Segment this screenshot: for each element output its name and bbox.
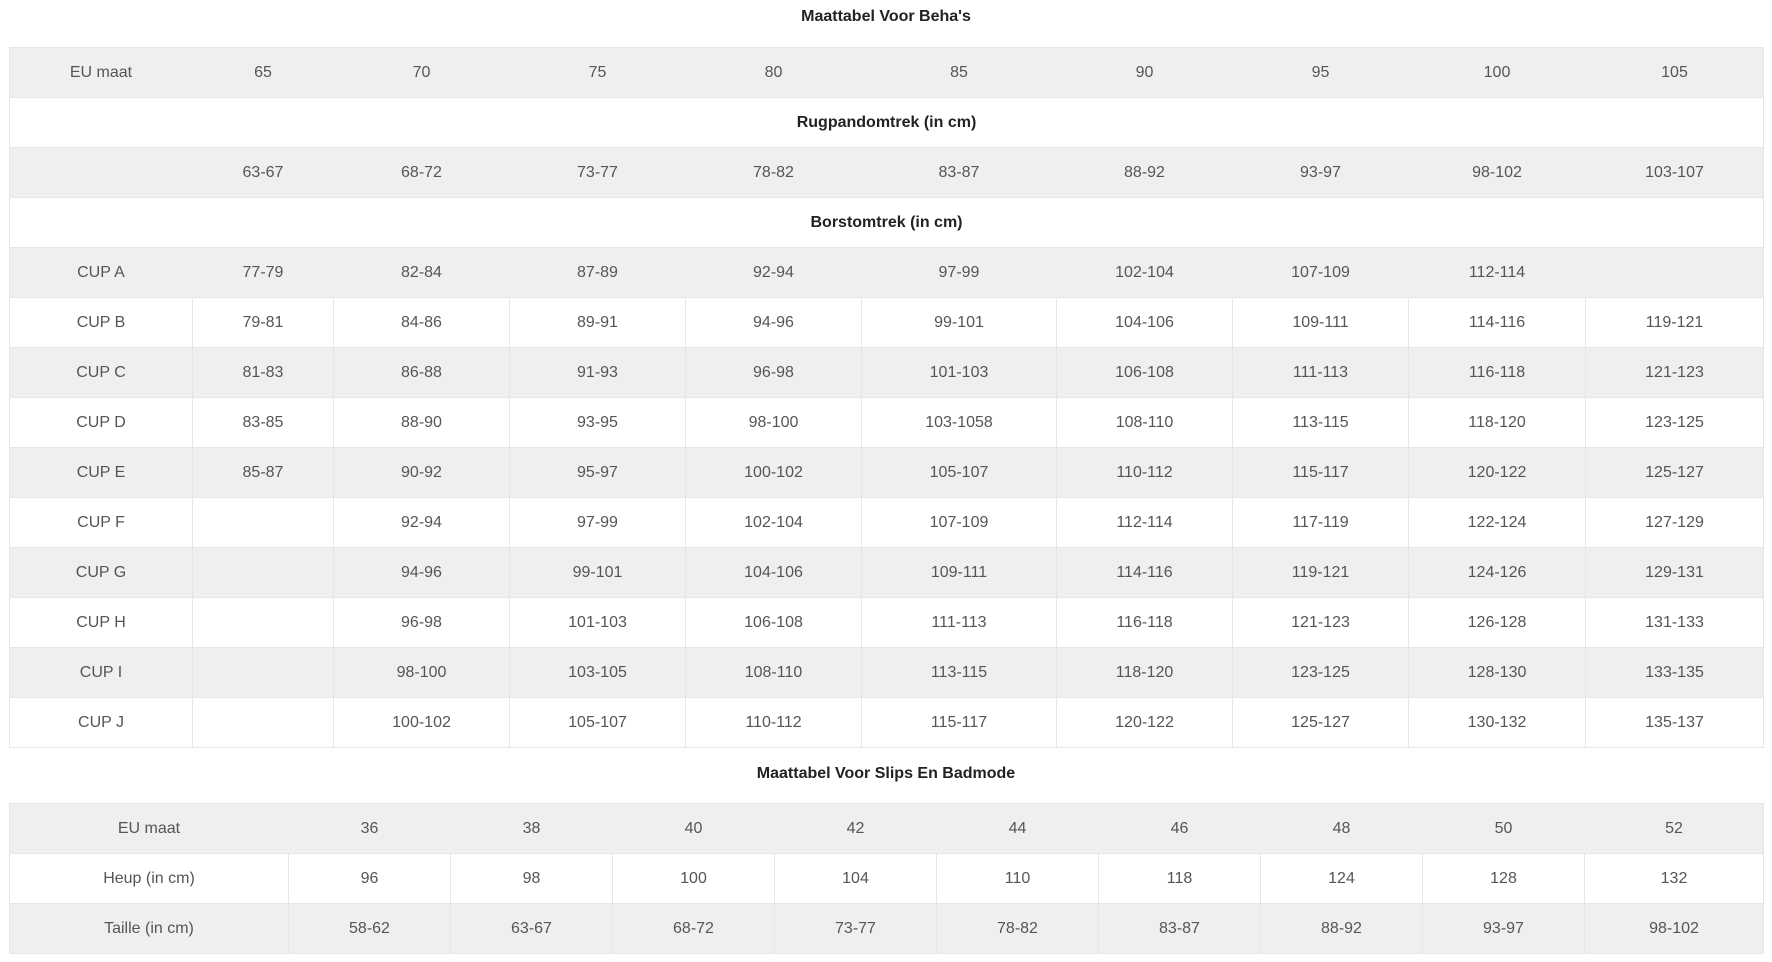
underband-cell: 103-107 xyxy=(1586,148,1764,198)
cup-value-cell: 126-128 xyxy=(1409,598,1586,648)
cup-value-cell: 100-102 xyxy=(334,698,510,748)
cup-value-cell: 113-115 xyxy=(1233,398,1409,448)
cup-label: CUP C xyxy=(10,348,193,398)
slip-eu-size-row xyxy=(10,804,1764,854)
hip-cell: 98 xyxy=(451,854,613,904)
cup-value-cell: 118-120 xyxy=(1057,648,1233,698)
cup-value-cell: 104-106 xyxy=(1057,298,1233,348)
eu-size-label: EU maat xyxy=(10,48,193,98)
waist-cell: 78-82 xyxy=(937,904,1099,954)
cup-value-cell: 101-103 xyxy=(510,598,686,648)
bust-heading-row xyxy=(10,198,1764,248)
cup-value-cell: 123-125 xyxy=(1233,648,1409,698)
cup-value-cell: 87-89 xyxy=(510,248,686,298)
cup-row xyxy=(10,498,1764,548)
cup-value-cell: 98-100 xyxy=(334,648,510,698)
cup-value-cell: 99-101 xyxy=(510,548,686,598)
cup-value-cell: 102-104 xyxy=(1057,248,1233,298)
cup-value-cell: 93-95 xyxy=(510,398,686,448)
cup-value-cell: 107-109 xyxy=(1233,248,1409,298)
cup-value-cell: 125-127 xyxy=(1586,448,1764,498)
bra-size-chart-title: Maattabel Voor Beha's xyxy=(801,8,971,25)
cup-value-cell xyxy=(193,698,334,748)
hip-cell: 124 xyxy=(1261,854,1423,904)
cup-value-cell: 104-106 xyxy=(686,548,862,598)
cup-value-cell: 103-1058 xyxy=(862,398,1057,448)
hip-cell: 100 xyxy=(613,854,775,904)
cup-value-cell: 101-103 xyxy=(862,348,1057,398)
hip-cell: 118 xyxy=(1099,854,1261,904)
bust-heading: Borstomtrek (in cm) xyxy=(10,198,1764,248)
cup-row xyxy=(10,448,1764,498)
slip-eu-size-cell: 44 xyxy=(937,804,1099,854)
cup-row xyxy=(10,548,1764,598)
cup-value-cell: 115-117 xyxy=(862,698,1057,748)
cup-value-cell: 86-88 xyxy=(334,348,510,398)
cup-value-cell: 91-93 xyxy=(510,348,686,398)
waist-cell: 58-62 xyxy=(289,904,451,954)
cup-row xyxy=(10,598,1764,648)
cup-value-cell: 100-102 xyxy=(686,448,862,498)
cup-label: CUP D xyxy=(10,398,193,448)
cup-value-cell: 88-90 xyxy=(334,398,510,448)
cup-value-cell: 92-94 xyxy=(686,248,862,298)
cup-value-cell: 113-115 xyxy=(862,648,1057,698)
cup-value-cell: 133-135 xyxy=(1586,648,1764,698)
cup-value-cell: 114-116 xyxy=(1057,548,1233,598)
slip-eu-size-cell: 36 xyxy=(289,804,451,854)
cup-value-cell: 130-132 xyxy=(1409,698,1586,748)
cup-value-cell: 97-99 xyxy=(862,248,1057,298)
cup-value-cell: 125-127 xyxy=(1233,698,1409,748)
cup-value-cell: 98-100 xyxy=(686,398,862,448)
slip-size-chart-title: Maattabel Voor Slips En Badmode xyxy=(756,765,1016,782)
eu-size-cell: 95 xyxy=(1233,48,1409,98)
cup-value-cell: 96-98 xyxy=(334,598,510,648)
cup-value-cell xyxy=(193,648,334,698)
cup-value-cell: 106-108 xyxy=(1057,348,1233,398)
cup-value-cell: 120-122 xyxy=(1409,448,1586,498)
cup-value-cell: 110-112 xyxy=(1057,448,1233,498)
cup-label: CUP A xyxy=(10,248,193,298)
cup-label: CUP I xyxy=(10,648,193,698)
cup-value-cell xyxy=(193,598,334,648)
bra-size-table xyxy=(9,47,1764,748)
eu-size-cell: 85 xyxy=(862,48,1057,98)
cup-value-cell: 121-123 xyxy=(1586,348,1764,398)
cup-value-cell: 116-118 xyxy=(1057,598,1233,648)
underband-cell: 88-92 xyxy=(1057,148,1233,198)
cup-value-cell: 127-129 xyxy=(1586,498,1764,548)
waist-cell: 93-97 xyxy=(1423,904,1585,954)
underband-heading-row xyxy=(10,98,1764,148)
underband-row xyxy=(10,148,1764,198)
eu-size-cell: 65 xyxy=(193,48,334,98)
underband-cell: 83-87 xyxy=(862,148,1057,198)
eu-size-cell: 105 xyxy=(1586,48,1764,98)
cup-value-cell: 131-133 xyxy=(1586,598,1764,648)
waist-row xyxy=(10,904,1764,954)
cup-row xyxy=(10,648,1764,698)
eu-size-row xyxy=(10,48,1764,98)
cup-value-cell xyxy=(193,548,334,598)
underband-cell: 68-72 xyxy=(334,148,510,198)
cup-value-cell: 119-121 xyxy=(1586,298,1764,348)
cup-value-cell: 122-124 xyxy=(1409,498,1586,548)
waist-cell: 63-67 xyxy=(451,904,613,954)
waist-cell: 98-102 xyxy=(1585,904,1764,954)
cup-label: CUP J xyxy=(10,698,193,748)
cup-value-cell: 105-107 xyxy=(510,698,686,748)
cup-value-cell: 108-110 xyxy=(1057,398,1233,448)
cup-value-cell: 97-99 xyxy=(510,498,686,548)
underband-cell: 98-102 xyxy=(1409,148,1586,198)
slip-eu-size-cell: 38 xyxy=(451,804,613,854)
cup-value-cell: 77-79 xyxy=(193,248,334,298)
cup-value-cell: 111-113 xyxy=(862,598,1057,648)
cup-label: CUP H xyxy=(10,598,193,648)
slip-eu-size-cell: 48 xyxy=(1261,804,1423,854)
cup-value-cell: 102-104 xyxy=(686,498,862,548)
cup-value-cell: 106-108 xyxy=(686,598,862,648)
cup-value-cell: 112-114 xyxy=(1409,248,1586,298)
slip-eu-size-cell: 42 xyxy=(775,804,937,854)
underband-heading: Rugpandomtrek (in cm) xyxy=(10,98,1764,148)
slip-eu-size-label: EU maat xyxy=(10,804,289,854)
cup-row xyxy=(10,698,1764,748)
cup-value-cell: 103-105 xyxy=(510,648,686,698)
eu-size-cell: 90 xyxy=(1057,48,1233,98)
cup-value-cell: 94-96 xyxy=(686,298,862,348)
cup-value-cell: 123-125 xyxy=(1586,398,1764,448)
cup-value-cell: 96-98 xyxy=(686,348,862,398)
waist-cell: 73-77 xyxy=(775,904,937,954)
cup-value-cell xyxy=(193,498,334,548)
slip-eu-size-cell: 52 xyxy=(1585,804,1764,854)
cup-label: CUP G xyxy=(10,548,193,598)
cup-value-cell: 90-92 xyxy=(334,448,510,498)
cup-value-cell: 105-107 xyxy=(862,448,1057,498)
waist-cell: 83-87 xyxy=(1099,904,1261,954)
cup-value-cell: 83-85 xyxy=(193,398,334,448)
cup-value-cell: 135-137 xyxy=(1586,698,1764,748)
slip-eu-size-cell: 46 xyxy=(1099,804,1261,854)
hip-cell: 104 xyxy=(775,854,937,904)
cup-value-cell: 92-94 xyxy=(334,498,510,548)
underband-cell: 93-97 xyxy=(1233,148,1409,198)
cup-value-cell: 79-81 xyxy=(193,298,334,348)
cup-value-cell: 110-112 xyxy=(686,698,862,748)
cup-value-cell: 121-123 xyxy=(1233,598,1409,648)
hip-cell: 96 xyxy=(289,854,451,904)
cup-value-cell: 118-120 xyxy=(1409,398,1586,448)
slip-eu-size-cell: 50 xyxy=(1423,804,1585,854)
cup-label: CUP E xyxy=(10,448,193,498)
hip-row xyxy=(10,854,1764,904)
cup-value-cell: 120-122 xyxy=(1057,698,1233,748)
cup-value-cell xyxy=(1586,248,1764,298)
cup-value-cell: 117-119 xyxy=(1233,498,1409,548)
cup-value-cell: 111-113 xyxy=(1233,348,1409,398)
eu-size-cell: 80 xyxy=(686,48,862,98)
waist-cell: 88-92 xyxy=(1261,904,1423,954)
cup-value-cell: 94-96 xyxy=(334,548,510,598)
hip-cell: 110 xyxy=(937,854,1099,904)
underband-label xyxy=(10,148,193,198)
cup-row xyxy=(10,298,1764,348)
cup-value-cell: 119-121 xyxy=(1233,548,1409,598)
cup-row xyxy=(10,248,1764,298)
cup-value-cell: 99-101 xyxy=(862,298,1057,348)
cup-value-cell: 108-110 xyxy=(686,648,862,698)
eu-size-cell: 100 xyxy=(1409,48,1586,98)
waist-label: Taille (in cm) xyxy=(10,904,289,954)
cup-value-cell: 81-83 xyxy=(193,348,334,398)
eu-size-cell: 75 xyxy=(510,48,686,98)
cup-value-cell: 115-117 xyxy=(1233,448,1409,498)
cup-label: CUP F xyxy=(10,498,193,548)
cup-value-cell: 116-118 xyxy=(1409,348,1586,398)
cup-value-cell: 112-114 xyxy=(1057,498,1233,548)
cup-value-cell: 89-91 xyxy=(510,298,686,348)
waist-cell: 68-72 xyxy=(613,904,775,954)
underband-cell: 63-67 xyxy=(193,148,334,198)
hip-cell: 128 xyxy=(1423,854,1585,904)
cup-label: CUP B xyxy=(10,298,193,348)
slip-eu-size-cell: 40 xyxy=(613,804,775,854)
cup-value-cell: 114-116 xyxy=(1409,298,1586,348)
cup-value-cell: 84-86 xyxy=(334,298,510,348)
cup-value-cell: 109-111 xyxy=(862,548,1057,598)
cup-value-cell: 85-87 xyxy=(193,448,334,498)
cup-value-cell: 124-126 xyxy=(1409,548,1586,598)
cup-value-cell: 107-109 xyxy=(862,498,1057,548)
cup-value-cell: 129-131 xyxy=(1586,548,1764,598)
underband-cell: 73-77 xyxy=(510,148,686,198)
underband-cell: 78-82 xyxy=(686,148,862,198)
hip-label: Heup (in cm) xyxy=(10,854,289,904)
cup-value-cell: 95-97 xyxy=(510,448,686,498)
cup-value-cell: 82-84 xyxy=(334,248,510,298)
cup-value-cell: 128-130 xyxy=(1409,648,1586,698)
cup-value-cell: 109-111 xyxy=(1233,298,1409,348)
hip-cell: 132 xyxy=(1585,854,1764,904)
cup-row xyxy=(10,348,1764,398)
slip-size-table xyxy=(9,803,1764,954)
cup-row xyxy=(10,398,1764,448)
eu-size-cell: 70 xyxy=(334,48,510,98)
